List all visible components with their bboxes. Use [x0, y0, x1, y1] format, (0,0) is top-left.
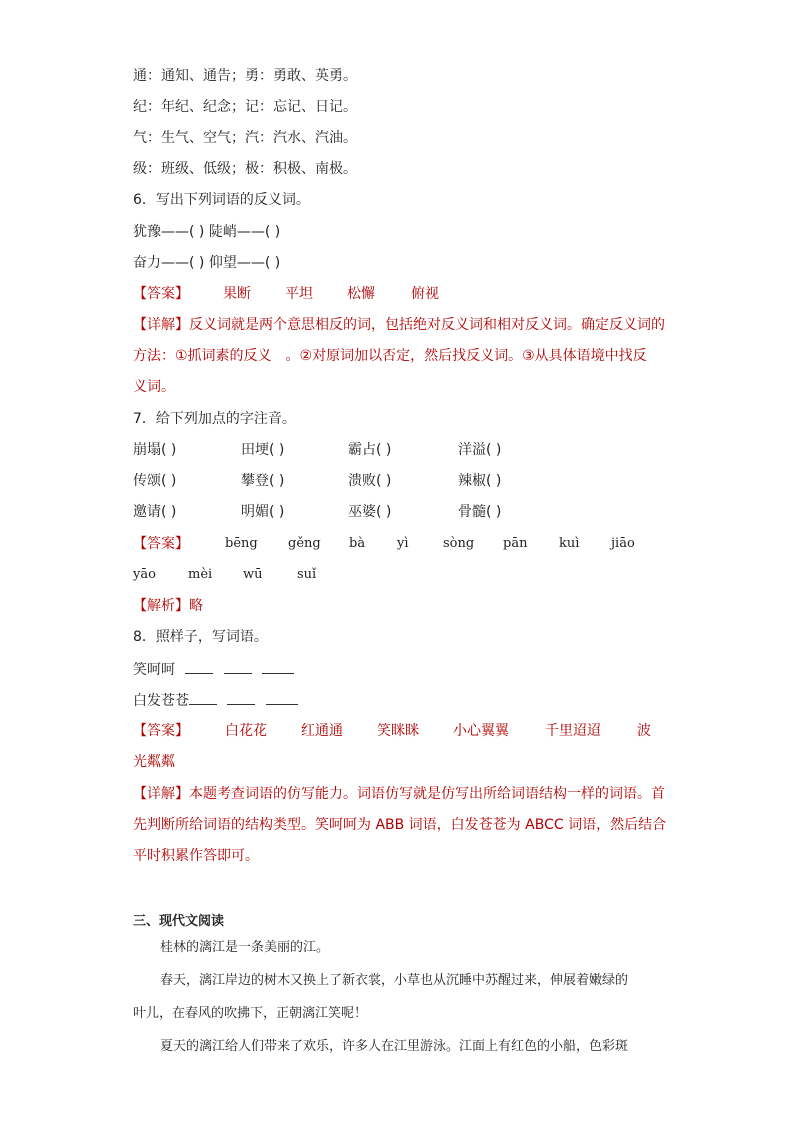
question-8-title: 8．照样子，写词语。 [133, 629, 268, 645]
pinyin-item: 崩塌( ) [133, 442, 177, 458]
question-7-analysis [133, 596, 203, 616]
pinyin-item: 明媚( ) [241, 504, 285, 520]
analysis-label: 【解析】 [133, 598, 189, 614]
reading-paragraph-line: 桂林的漓江是一条美丽的江。 [160, 940, 330, 955]
pinyin-answer: bēng [225, 536, 258, 551]
question-7-answer [133, 565, 673, 585]
pinyin-answer: yì [397, 536, 409, 551]
question-8-detail [133, 784, 665, 804]
pinyin-answer: kuì [559, 536, 580, 551]
detail-label: 【详解】 [133, 786, 189, 802]
question-8-example [133, 690, 298, 711]
pinyin-item: 传颂( ) [133, 473, 177, 489]
answer-blank[interactable] [185, 659, 213, 674]
question-7-row [133, 440, 673, 460]
answer-blank[interactable] [227, 690, 255, 705]
answer-item: 俯视 [411, 286, 439, 302]
example-word: 笑呵呵 [133, 662, 175, 678]
detail-text: 本题考查词语的仿写能力。词语仿写就是仿写出所给词语结构一样的词语。首 [189, 786, 665, 802]
detail-label: 【详解】 [133, 317, 189, 333]
answer-item: 松懈 [347, 286, 375, 302]
text-line: 纪：年纪、纪念；记：忘记、日记。 [133, 99, 357, 115]
question-6-title: 6．写出下列词语的反义词。 [133, 192, 310, 208]
question-7-row [133, 502, 673, 522]
question-7-title: 7．给下列加点的字注音。 [133, 411, 296, 427]
pinyin-item: 邀请( ) [133, 504, 177, 520]
text-line: 通：通知、通告；勇：勇敢、英勇。 [133, 68, 357, 84]
pinyin-item: 洋溢( ) [458, 442, 502, 458]
pinyin-item: 溃败( ) [348, 473, 392, 489]
question-8-example [133, 659, 294, 680]
answer-label: 【答案】 [133, 536, 189, 552]
answer-item: 波 [637, 723, 651, 739]
answer-item: 笑眯眯 [377, 723, 419, 739]
answer-item: 红通通 [301, 723, 343, 739]
question-8-answer [133, 721, 673, 741]
example-word: 白发苍苍 [133, 693, 189, 709]
pinyin-answer: yāo [133, 567, 156, 582]
pinyin-item: 攀登( ) [241, 473, 285, 489]
answer-blank[interactable] [262, 659, 294, 674]
pinyin-answer: pān [503, 536, 528, 551]
pinyin-answer: wū [243, 567, 263, 582]
reading-paragraph-line: 叶儿，在春风的吹拂下，正朝漓江笑呢！ [133, 1006, 368, 1021]
answer-item: 千里迢迢 [545, 723, 601, 739]
pinyin-answer: mèi [188, 567, 213, 582]
answer-item: 平坦 [285, 286, 313, 302]
pinyin-answer: jiāo [611, 536, 635, 551]
answer-label: 【答案】 [133, 723, 189, 739]
pinyin-answer: sòng [443, 536, 475, 551]
reading-paragraph-line: 夏天的漓江给人们带来了欢乐，许多人在江里游泳。江面上有红色的小船，色彩斑 [160, 1039, 629, 1054]
question-8-detail: 平时积累作答即可。 [133, 848, 259, 864]
question-6-detail [133, 315, 665, 335]
analysis-text: 略 [189, 598, 203, 614]
question-6-row: 犹豫——( ) 陡峭——( ) [133, 224, 281, 240]
pinyin-item: 骨髓( ) [458, 504, 502, 520]
pinyin-item: 霸占( ) [348, 442, 392, 458]
answer-item: 果断 [223, 286, 251, 302]
answer-label: 【答案】 [133, 286, 189, 302]
reading-paragraph-line: 春天，漓江岸边的树木又换上了新衣裳，小草也从沉睡中苏醒过来，伸展着嫩绿的 [160, 973, 629, 988]
answer-blank[interactable] [266, 690, 298, 705]
pinyin-answer: bà [349, 536, 366, 551]
detail-text: 反义词就是两个意思相反的词，包括绝对反义词和相对反义词。确定反义词的 [189, 317, 665, 333]
pinyin-item: 巫婆( ) [348, 504, 392, 520]
text-line: 气：生气、空气；汽：汽水、汽油。 [133, 130, 357, 146]
question-8-answer-wrap: 光粼粼 [133, 754, 175, 770]
question-6-answer [133, 284, 673, 304]
pinyin-answer: gěng [288, 536, 321, 551]
question-7-answer [133, 534, 673, 554]
answer-item: 小心翼翼 [453, 723, 509, 739]
pinyin-answer: suǐ [297, 567, 317, 582]
text-line: 级：班级、低级；极：积极、南极。 [133, 161, 357, 177]
question-6-detail: 义词。 [133, 379, 175, 395]
question-8-detail: 先判断所给词语的结构类型。笑呵呵为 ABB 词语，白发苍苍为 ABCC 词语，然后结合 [133, 817, 667, 833]
answer-blank[interactable] [189, 690, 217, 705]
question-6-row: 奋力——( ) 仰望——( ) [133, 255, 281, 271]
question-6-detail: 方法：①抓词素的反义 。②对原词加以否定，然后找反义词。③从具体语境中找反 [133, 348, 647, 364]
pinyin-item: 辣椒( ) [458, 473, 502, 489]
answer-blank[interactable] [224, 659, 252, 674]
question-7-row [133, 471, 673, 491]
pinyin-item: 田埂( ) [241, 442, 285, 458]
answer-item: 白花花 [225, 723, 267, 739]
section-heading: 三、现代文阅读 [133, 914, 225, 929]
